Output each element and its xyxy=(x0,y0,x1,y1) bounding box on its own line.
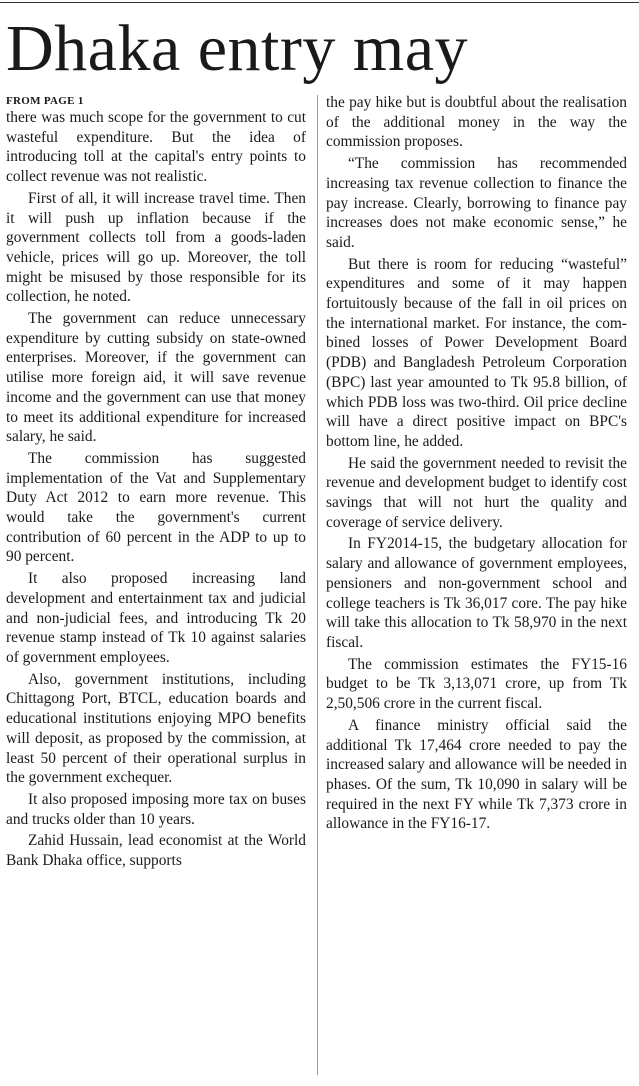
paragraph: But there is room for reducing “wasteful” expenditures and some of it may happen fortuitously because of the fall in oil prices on the international market. For instance, the combined losses of Power Development Board (PDB) and Bangladesh Petroleum Corporation (BPC) last year amounted to Tk 95.8 billion, of which PDB loss was two-third. Oil price decline will have a direct positive impact on BPC's bottom line, he added. xyxy=(326,255,627,450)
continuation-kicker: FROM PAGE 1 xyxy=(6,95,84,107)
paragraph: It also proposed increasing land development and entertainment tax and judicial and non-judicial fees, and introducing Tk 20 revenue stamp instead of Tk 10 against salaries of government employees. xyxy=(6,570,306,666)
paragraph: The commission has suggested implementation of the Vat and Supplementary Duty Act 2012 to earn more revenue. This would take the government's current contribution of 60 percent in the ADP to up to 90 percent. xyxy=(6,449,306,566)
top-rule xyxy=(0,2,639,3)
article-column-1 xyxy=(6,108,306,873)
paragraph: there was much scope for the government to cut wasteful expenditure. But the idea of introducing toll at the capital's entry points to collect revenue was not realistic. xyxy=(6,109,306,186)
paragraph: First of all, it will increase travel time. Then it will push up inflation because if the government collects toll from a goods-laden vehicle, prices will go up. Moreover, the toll might be misused by those responsible for its collection, he noted. xyxy=(6,189,306,306)
paragraph: “The commission has recommended increasing tax revenue collection to finance the pay increase. Clearly, borrowing to finance pay increases does not make economic sense,” he said. xyxy=(326,155,627,251)
headline: Dhaka entry may xyxy=(6,12,468,85)
paragraph: The commission estimates the FY15-16 budget to be Tk 3,13,071 crore, up from Tk 2,50,506 crore in the current fiscal. xyxy=(326,655,627,713)
article-column-2 xyxy=(326,93,627,836)
paragraph: In FY2014-15, the budgetary allocation for salary and allowance of government employees, pensioners and non-government school and college teachers is Tk 36,017 core. The pay hike will take this allocation to Tk 58,970 in the next fiscal. xyxy=(326,535,627,651)
paragraph: The government can reduce unnecessary expenditure by cutting subsidy on state-owned enterprises. Moreover, if the government can utilise more foreign aid, it will save revenue income and the government can use that money to meet its additional expenditure for increased salary, he said. xyxy=(6,310,306,446)
paragraph: Zahid Hussain, lead economist at the World Bank Dhaka office, supports xyxy=(6,832,306,870)
paragraph: He said the government needed to revisit the revenue and development budget to identify cost savings that will not hurt the quality and coverage of service delivery. xyxy=(326,454,627,531)
paragraph: It also proposed imposing more tax on buses and trucks older than 10 years. xyxy=(6,790,306,828)
column-divider xyxy=(317,95,318,1075)
paragraph: A finance ministry official said the additional Tk 17,464 crore needed to pay the increased salary and allowance will be needed in phases. Of the sum, Tk 10,090 in salary will be required in the next FY while Tk 7,373 crore in allowance in the FY16-17. xyxy=(326,716,627,833)
paragraph: the pay hike but is doubtful about the realisation of the additional money in the way the commission proposes. xyxy=(326,94,627,151)
paragraph: Also, government institutions, including Chittagong Port, BTCL, education boards and educational institutions enjoying MPO benefits will deposit, as proposed by the commission, at least 50 percent of their operational surplus in the government exchequer. xyxy=(6,670,306,787)
